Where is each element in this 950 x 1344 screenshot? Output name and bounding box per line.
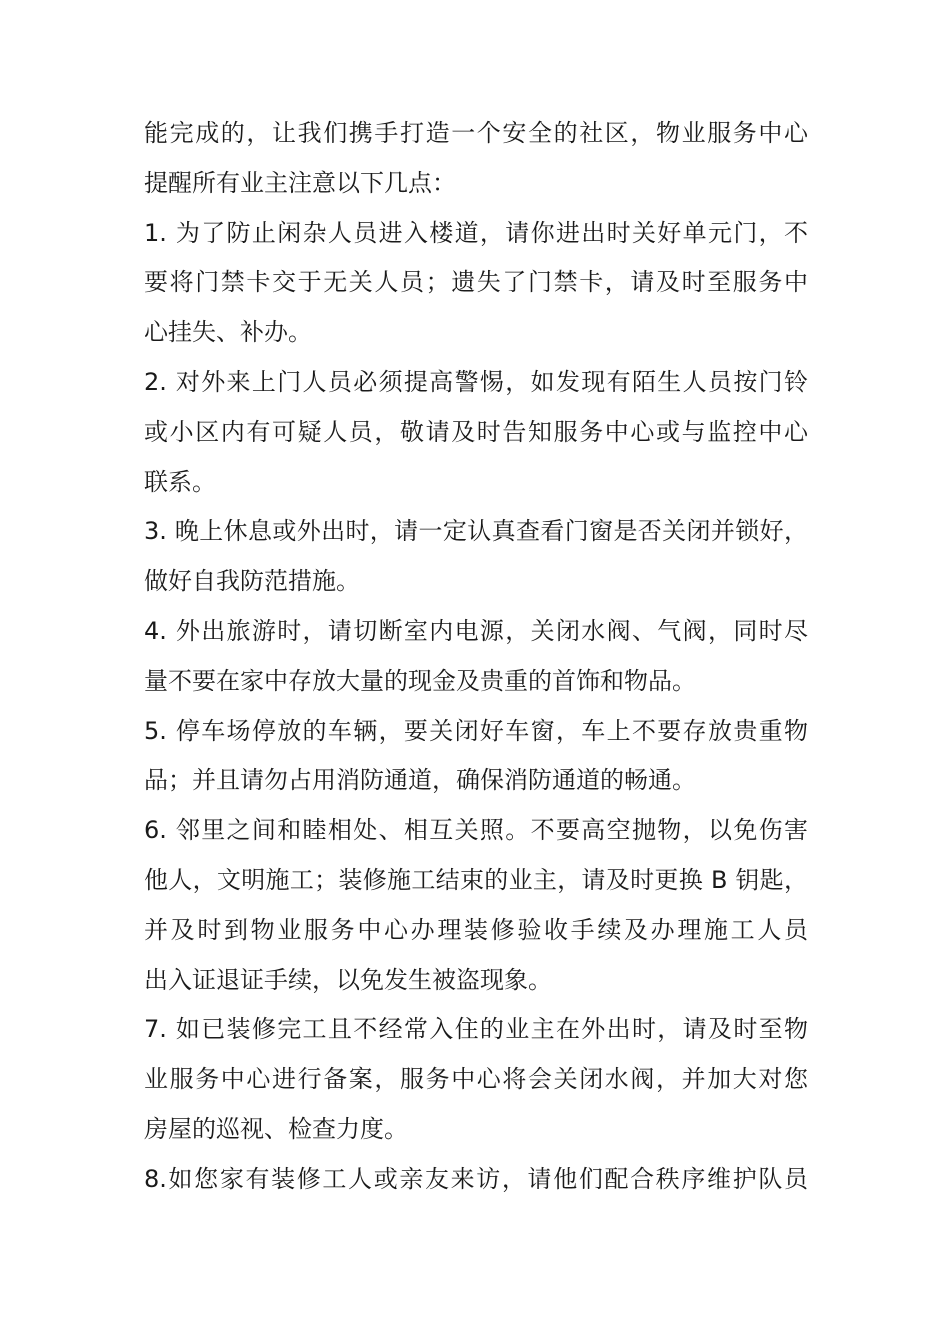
- text-line: 能完成的，让我们携手打造一个安全的社区，物业服务中心: [144, 119, 808, 147]
- text-line: 做好自我防范措施。: [144, 567, 360, 596]
- text-line: 要将门禁卡交于无关人员；遗失了门禁卡，请及时至服务中: [144, 268, 808, 297]
- text-line: 3. 晚上休息或外出时，请一定认真查看门窗是否关闭并锁好，: [144, 517, 808, 546]
- text-line: 提醒所有业主注意以下几点：: [144, 168, 456, 197]
- document-body: [144, 109, 834, 1205]
- text-line: 8.如您家有装修工人或亲友来访，请他们配合秩序维护队员: [144, 1164, 808, 1193]
- text-line: 并及时到物业服务中心办理装修验收手续及办理施工人员: [144, 915, 808, 944]
- text-line: 业服务中心进行备案，服务中心将会关闭水阀，并加大对您: [144, 1065, 808, 1094]
- text-line: 4. 外出旅游时，请切断室内电源，关闭水阀、气阀，同时尽: [144, 616, 808, 645]
- text-line: 6. 邻里之间和睦相处、相互关照。不要高空抛物，以免伤害: [144, 816, 808, 845]
- text-line: 2. 对外来上门人员必须提高警惕，如发现有陌生人员按门铃: [144, 367, 808, 396]
- text-line: 出入证退证手续，以免发生被盗现象。: [144, 965, 552, 994]
- text-line: 房屋的巡视、检查力度。: [144, 1114, 408, 1143]
- text-line: 联系。: [144, 467, 216, 496]
- text-line: 1. 为了防止闲杂人员进入楼道，请你进出时关好单元门，不: [144, 218, 808, 247]
- text-line: 5. 停车场停放的车辆，要关闭好车窗，车上不要存放贵重物: [144, 716, 808, 745]
- text-line: 量不要在家中存放大量的现金及贵重的首饰和物品。: [144, 666, 696, 695]
- text-line: 他人，文明施工；装修施工结束的业主，请及时更换 B 钥匙，: [144, 865, 808, 894]
- text-line: 或小区内有可疑人员，敬请及时告知服务中心或与监控中心: [144, 417, 808, 446]
- text-line: 心挂失、补办。: [144, 318, 312, 347]
- text-line: 品；并且请勿占用消防通道，确保消防通道的畅通。: [144, 766, 696, 795]
- text-line: 7. 如已装修完工且不经常入住的业主在外出时，请及时至物: [144, 1015, 808, 1044]
